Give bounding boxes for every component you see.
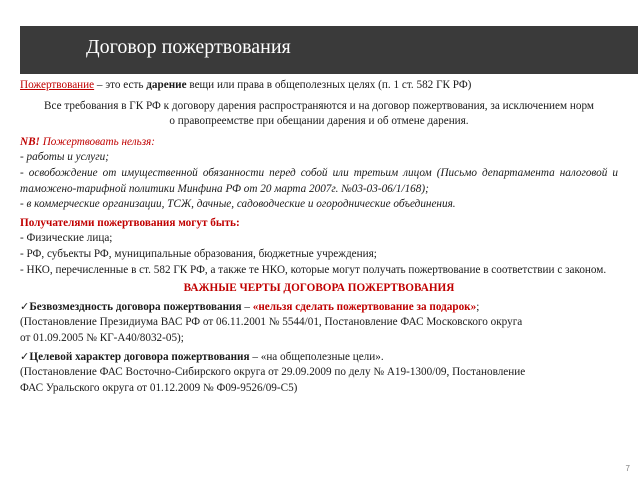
definition-paragraph (20, 78, 618, 94)
feature-1 (20, 300, 618, 316)
feature-2-title: Целевой характер договора пожертвования (29, 350, 250, 363)
slide-title: Договор пожертвования (86, 36, 291, 58)
recipients-heading: Получателями пожертвования могут быть: (20, 216, 240, 229)
recipient-item: - РФ, субъекты РФ, муниципальные образования, бюджетные учреждения; (20, 247, 377, 260)
feature-1-title: Безвозмездность договора пожертвования (29, 300, 242, 313)
feature-2-reference: (Постановление ФАС Восточно-Сибирского округа от 29.09.2009 по делу № А19-1300/09, Постановление (20, 366, 526, 379)
nb-item: - освобождение от имущественной обязанности перед собой или третьим лицом (Письмо департамента налоговой и таможено-тарифной политики Минфина РФ от 20 марта 2007г. №03-03-06/1/168); (20, 166, 618, 195)
recipient-item: - Физические лица; (20, 232, 113, 245)
checkmark-icon: ✓ (20, 300, 30, 313)
features-heading: ВАЖНЫЕ ЧЕРТЫ ДОГОВОРА ПОЖЕРТВОВАНИЯ (183, 282, 455, 295)
feature-1-reference: от 01.09.2005 № КГ-А40/8032-05); (20, 331, 184, 344)
feature-1-quote: «нельзя сделать пожертвование за подарок» (252, 300, 477, 313)
nb-heading-text: Пожертвовать нельзя: (39, 135, 155, 148)
definition-mid: – это есть (94, 79, 147, 91)
recipient-item: - НКО, перечисленные в ст. 582 ГК РФ, а также те НКО, которые могут получать пожертвование в соответствии с законом. (20, 263, 607, 276)
definition-rest: вещи или права в общеполезных целях (п. 1 ст. 582 ГК РФ) (186, 79, 472, 91)
title-bar (20, 26, 638, 74)
nb-item: - работы и услуги; (20, 151, 109, 164)
nb-item: - в коммерческие организации, ТСЖ, дачные, садоводческие и огороднические объединения. (20, 198, 456, 211)
slide-content (20, 78, 618, 396)
definition-bold: дарение (146, 79, 187, 91)
feature-1-semicolon: ; (476, 300, 480, 313)
feature-2 (20, 350, 618, 366)
feature-2-reference: ФАС Уральского округа от 01.12.2009 № Ф09-9526/09-С5) (20, 381, 298, 394)
feature-2-rest: – «на общеполезные цели». (249, 350, 384, 363)
definition-term: Пожертвование (20, 79, 95, 91)
checkmark-icon: ✓ (20, 350, 30, 363)
nb-heading (20, 135, 618, 151)
page-number: 7 (625, 464, 630, 473)
requirements-paragraph: Все требования в ГК РФ к договору дарения распространяются и на договор пожертвования, за исключением норм о правопреемстве при обещании дарения и об отмене дарения. (44, 99, 594, 128)
nb-prefix: NB! (20, 135, 40, 148)
feature-1-dash: – (241, 300, 253, 313)
feature-1-reference: (Постановление Президиума ВАС РФ от 06.11.2001 № 5544/01, Постановление ФАС Московского округа (20, 316, 523, 329)
